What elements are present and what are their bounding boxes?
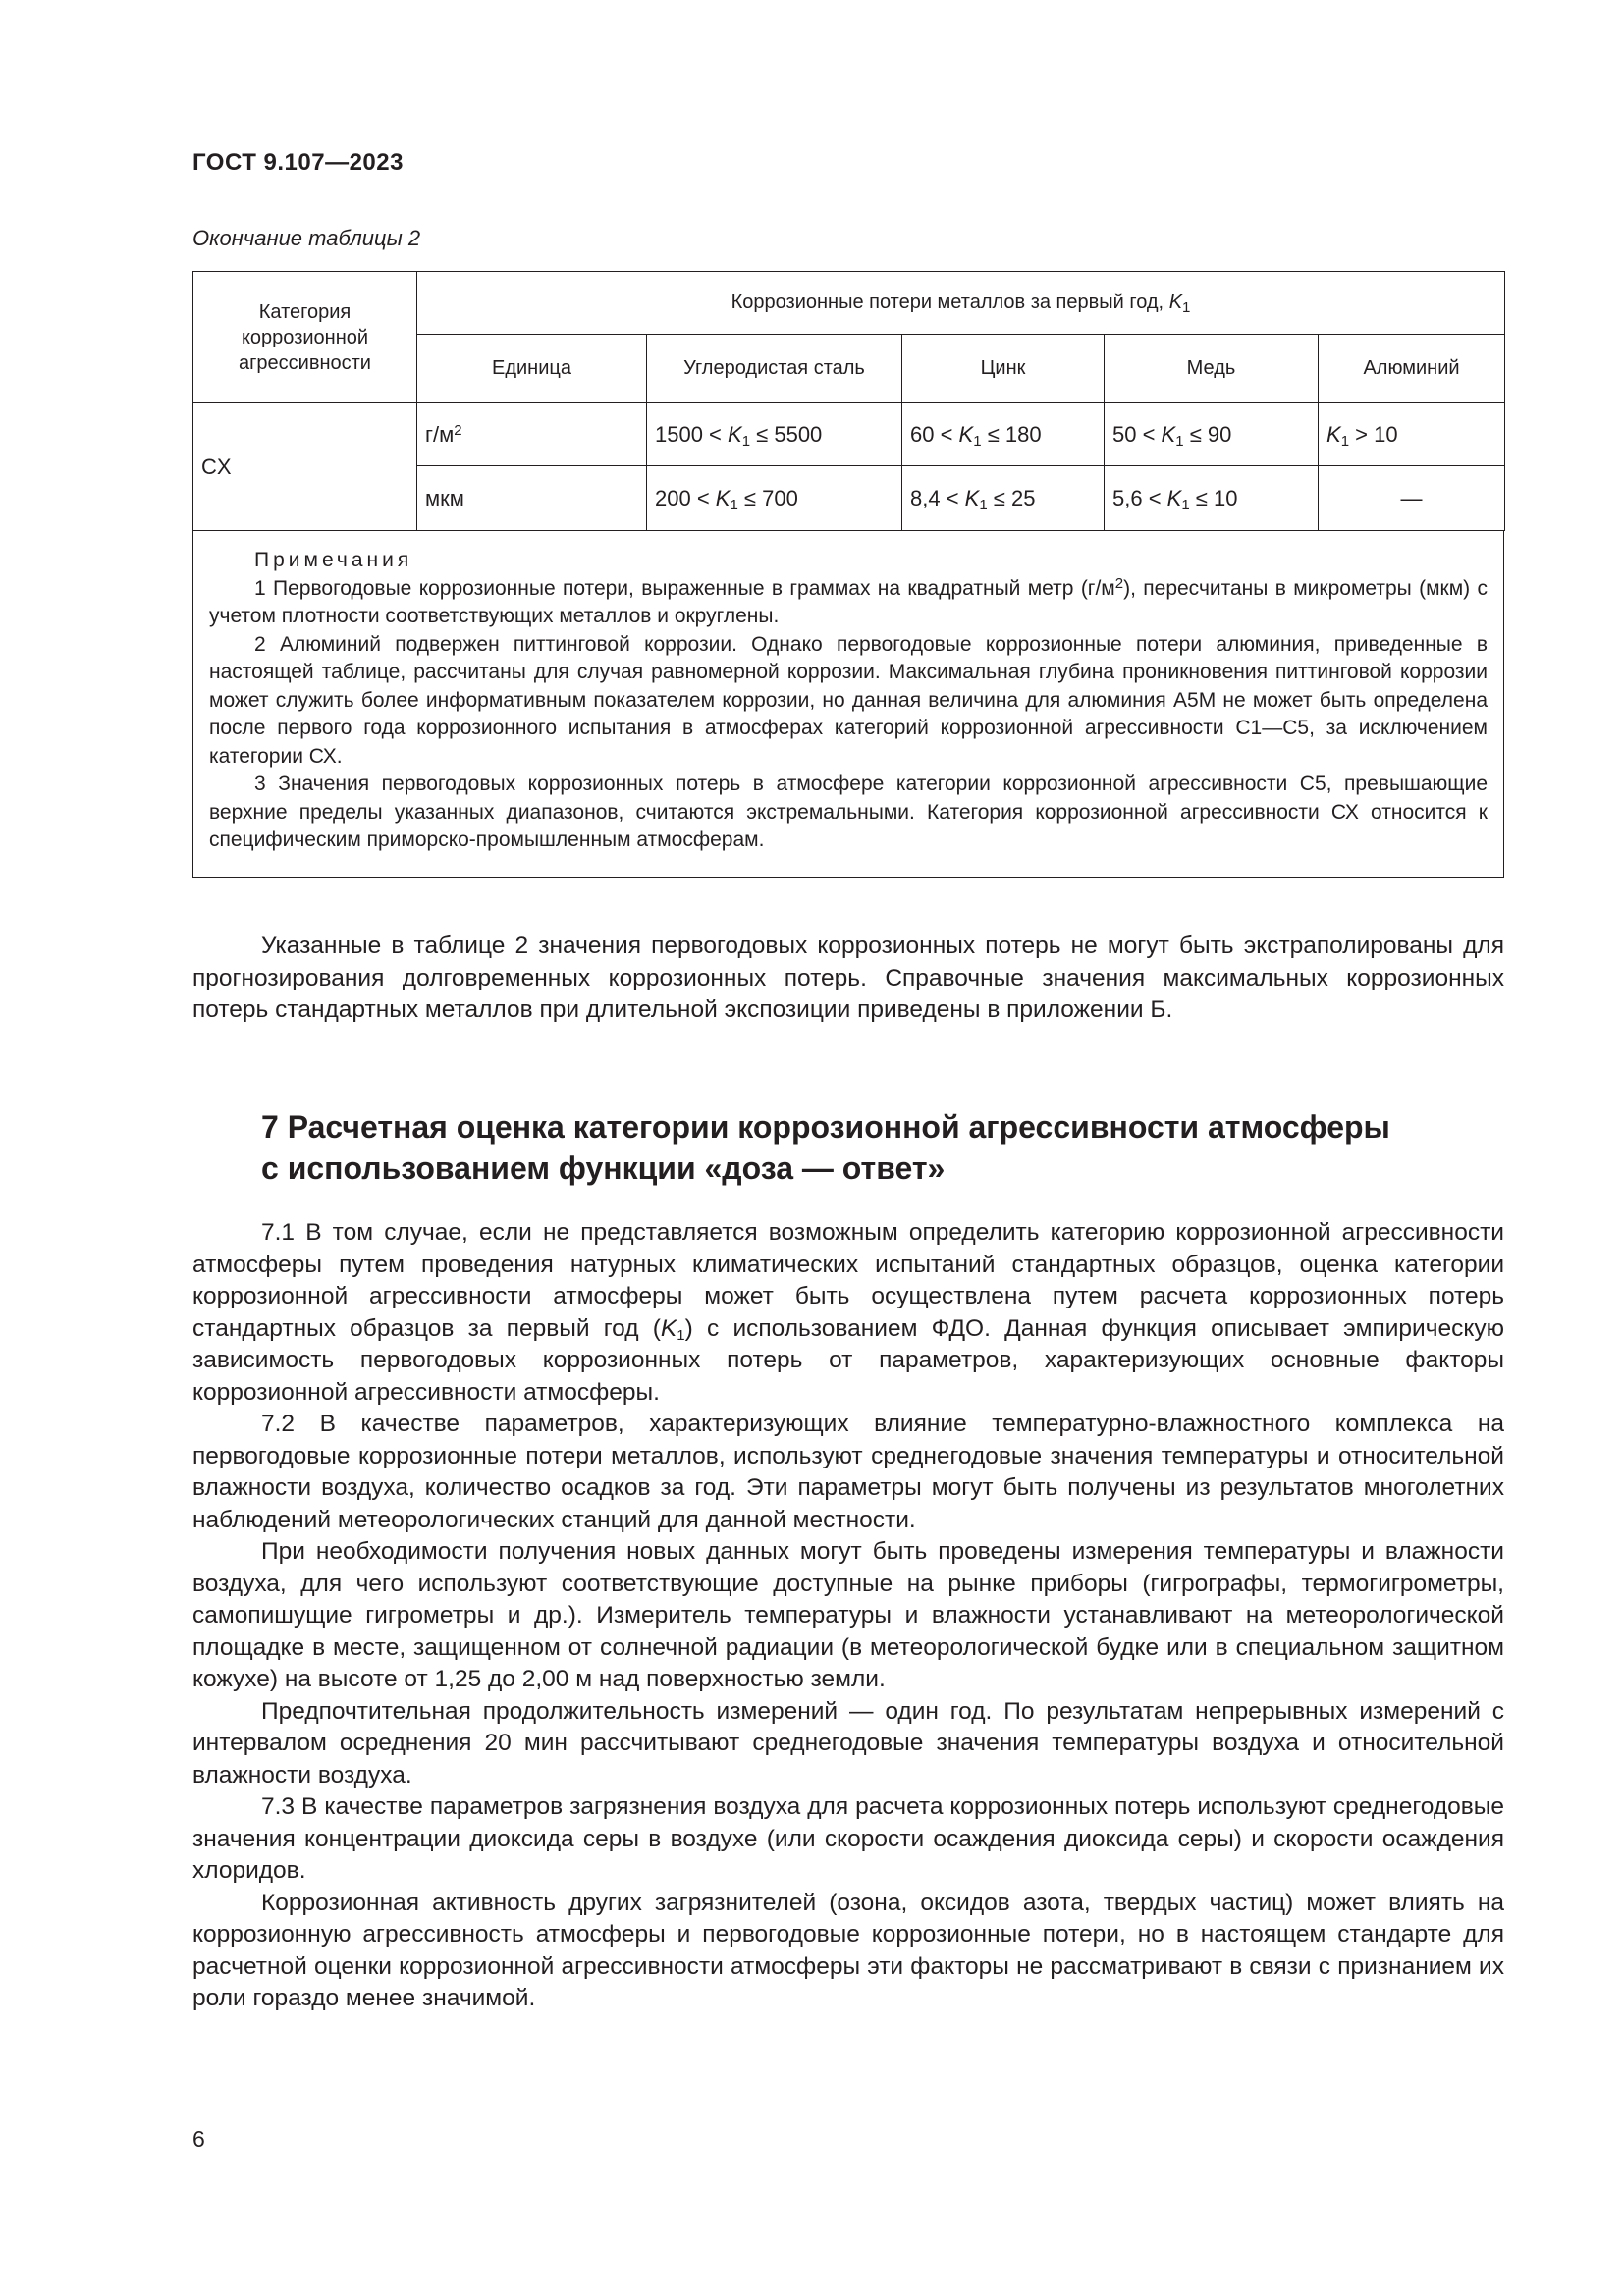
note-1-superscript: 2 bbox=[1114, 574, 1124, 592]
category-header: Категория коррозионной агрессивности bbox=[193, 272, 417, 403]
k-subscript: 1 bbox=[973, 432, 982, 450]
range-post: ≤ 10 bbox=[1189, 485, 1238, 510]
paragraph-7-2: 7.2 В качестве параметров, характеризующих влияние температурно-влажностного комплекса на первогодовые коррозионные потери металлов, используют среднегодовые значения температуры и относительной влажности воздуха, количество осадков за год. Эти параметры могут быть получены из результатов многолетних наблюдений метеорологических станций для данной местности. bbox=[192, 1411, 1504, 1533]
section-title bbox=[261, 1106, 1504, 1189]
range-pre: 50 < bbox=[1112, 421, 1162, 447]
zinc-cell bbox=[902, 403, 1105, 466]
p71-text-end: ) с использованием ФДО. Данная функция описывает эмпирическую зависимость первогодовых коррозионных потерь от параметров, характеризующих основные факторы коррозионной агрессивности атмосферы. bbox=[192, 1314, 1504, 1406]
zinc-cell bbox=[902, 466, 1105, 531]
k-symbol: K bbox=[660, 1314, 677, 1342]
note-3: 3 Значения первогодовых коррозионных потерь в атмосфере категории коррозионной агрессивности С5, превышающие верхние пределы указанных диапазонов, считаются экстремальными. Категория коррозионной агрессивности СХ относится к специфическим приморско-промышленным атмосферам. bbox=[209, 773, 1488, 851]
range-post: ≤ 5500 bbox=[750, 421, 823, 447]
corrosion-table bbox=[192, 271, 1505, 531]
table-caption: Окончание таблицы 2 bbox=[192, 226, 421, 250]
k-symbol: K bbox=[715, 485, 731, 510]
range-post: ≤ 180 bbox=[981, 421, 1042, 447]
k-subscript: 1 bbox=[730, 496, 738, 513]
range-pre: 60 < bbox=[910, 421, 959, 447]
k-symbol: K bbox=[1166, 485, 1182, 510]
aluminium-cell-empty: — bbox=[1319, 466, 1505, 531]
range-pre: 8,4 < bbox=[910, 485, 965, 510]
k-subscript: 1 bbox=[1175, 432, 1184, 450]
range-post: ≤ 700 bbox=[737, 485, 798, 510]
table-notes bbox=[192, 531, 1504, 878]
unit-superscript: 2 bbox=[454, 421, 462, 439]
intro-text bbox=[192, 931, 1504, 1027]
k-symbol: K bbox=[958, 421, 974, 447]
k-subscript: 1 bbox=[1181, 496, 1190, 513]
p71-text: 7.1 В том случае, если не представляется возможным определить категорию коррозионной агрессивности атмосферы путем проведения натурных климатических испытаний стандартных образцов, оценка категории коррозионной агрессивности атмосферы может быть осуществлена путем расчета коррозионных потерь стандартных образцов за первый год ( bbox=[192, 1219, 1504, 1342]
k-symbol: K bbox=[964, 485, 980, 510]
k-symbol: K bbox=[728, 421, 742, 447]
steel-cell bbox=[647, 466, 902, 531]
k-subscript: 1 bbox=[677, 1326, 685, 1344]
col-header-copper: Медь bbox=[1105, 335, 1319, 403]
note-1-text: 1 Первогодовые коррозионные потери, выраженные в граммах на квадратный метр (г/м bbox=[254, 576, 1115, 600]
col-header-unit: Единица bbox=[417, 335, 647, 403]
range-post: ≤ 25 bbox=[987, 485, 1036, 510]
range-pre: 1500 < bbox=[655, 421, 729, 447]
unit-cell bbox=[417, 403, 647, 466]
note-1-text-end: ), пересчитаны в микрометры (мкм) с учетом плотности соответствующих металлов и округлены. bbox=[209, 576, 1488, 627]
group-header bbox=[417, 272, 1505, 335]
notes-title: Примечания bbox=[254, 549, 413, 571]
range-pre: 5,6 < bbox=[1112, 485, 1167, 510]
group-header-text: Коррозионные потери металлов за первый год, bbox=[731, 292, 1169, 313]
paragraph-duration: Предпочтительная продолжительность измерений — один год. По результатам непрерывных измерений с интервалом осреднения 20 мин рассчитывают среднегодовые значения температуры воздуха и относительной влажности воздуха. bbox=[192, 1697, 1504, 1789]
table-2-block bbox=[192, 271, 1504, 878]
page-number: 6 bbox=[192, 2126, 205, 2152]
range-post: > 10 bbox=[1349, 421, 1398, 447]
note-2: 2 Алюминий подвержен питтинговой коррозии. Однако первогодовые коррозионные потери алюминия, приведенные в настоящей таблице, рассчитаны для случая равномерной коррозии. Максимальная глубина проникновения питтинговой коррозии может служить более информативным показателем коррозии, но данная величина для алюминия А5М не может быть определена после первого года коррозионного испытания в атмосферах категорий коррозионной агрессивности С1—С5, за исключением категории СХ. bbox=[209, 632, 1488, 768]
steel-cell bbox=[647, 403, 902, 466]
col-header-zinc: Цинк bbox=[902, 335, 1105, 403]
paragraph-other-pollutants: Коррозионная активность других загрязнителей (озона, оксидов азота, твердых частиц) может влиять на коррозионную агрессивность атмосферы и первогодовые коррозионные потери, но в настоящем стандарте для расчетной оценки коррозионной агрессивности атмосферы эти факторы не рассматривают в связи с признанием их роли гораздо менее значимой. bbox=[192, 1889, 1504, 2011]
k-symbol: K bbox=[1168, 292, 1183, 313]
copper-cell bbox=[1105, 403, 1319, 466]
paragraph-7-3: 7.3 В качестве параметров загрязнения воздуха для расчета коррозионных потерь используют среднегодовые значения концентрации диоксида серы в воздухе (или скорости осаждения диоксида серы) и скорости осаждения хлоридов. bbox=[192, 1793, 1504, 1884]
intro-paragraph: Указанные в таблице 2 значения первогодовых коррозионных потерь не могут быть экстраполированы для прогнозирования долговременных коррозионных потерь. Справочные значения максимальных коррозионных потерь стандартных металлов при длительной экспозиции приведены в приложении Б. bbox=[192, 933, 1504, 1023]
note-1 bbox=[209, 575, 1488, 631]
document-header: ГОСТ 9.107—2023 bbox=[192, 149, 404, 176]
k-symbol: K bbox=[1161, 421, 1176, 447]
category-cell: CX bbox=[193, 403, 417, 531]
range-pre: 200 < bbox=[655, 485, 716, 510]
table-row bbox=[193, 403, 1505, 466]
range-post: ≤ 90 bbox=[1183, 421, 1232, 447]
section-body bbox=[192, 1217, 1504, 2015]
aluminium-cell bbox=[1319, 403, 1505, 466]
paragraph-7-1 bbox=[192, 1217, 1504, 1409]
unit-cell: мкм bbox=[417, 466, 647, 531]
col-header-steel: Углеродистая сталь bbox=[647, 335, 902, 403]
section-title-line-2: с использованием функции «доза — ответ» bbox=[261, 1150, 946, 1186]
unit-text: г/м bbox=[425, 421, 455, 447]
copper-cell bbox=[1105, 466, 1319, 531]
k-subscript: 1 bbox=[1182, 299, 1191, 316]
k-subscript: 1 bbox=[1340, 432, 1350, 450]
k-subscript: 1 bbox=[741, 432, 751, 450]
k-symbol: K bbox=[1326, 421, 1341, 447]
paragraph-new-data: При необходимости получения новых данных могут быть проведены измерения температуры и влажности воздуха, для чего используют соответствующие доступные на рынке приборы (гигрографы, термогигрометры, самопишущие гигрометры и др.). Измеритель температуры и влажности устанавливают на метеорологической площадке в месте, защищенном от солнечной радиации (в метеорологической будке или в специальном защитном кожухе) на высоте от 1,25 до 2,00 м над поверхностью земли. bbox=[192, 1538, 1504, 1692]
k-subscript: 1 bbox=[979, 496, 988, 513]
section-title-line-1: 7 Расчетная оценка категории коррозионной агрессивности атмосферы bbox=[261, 1109, 1390, 1145]
col-header-aluminium: Алюминий bbox=[1319, 335, 1505, 403]
